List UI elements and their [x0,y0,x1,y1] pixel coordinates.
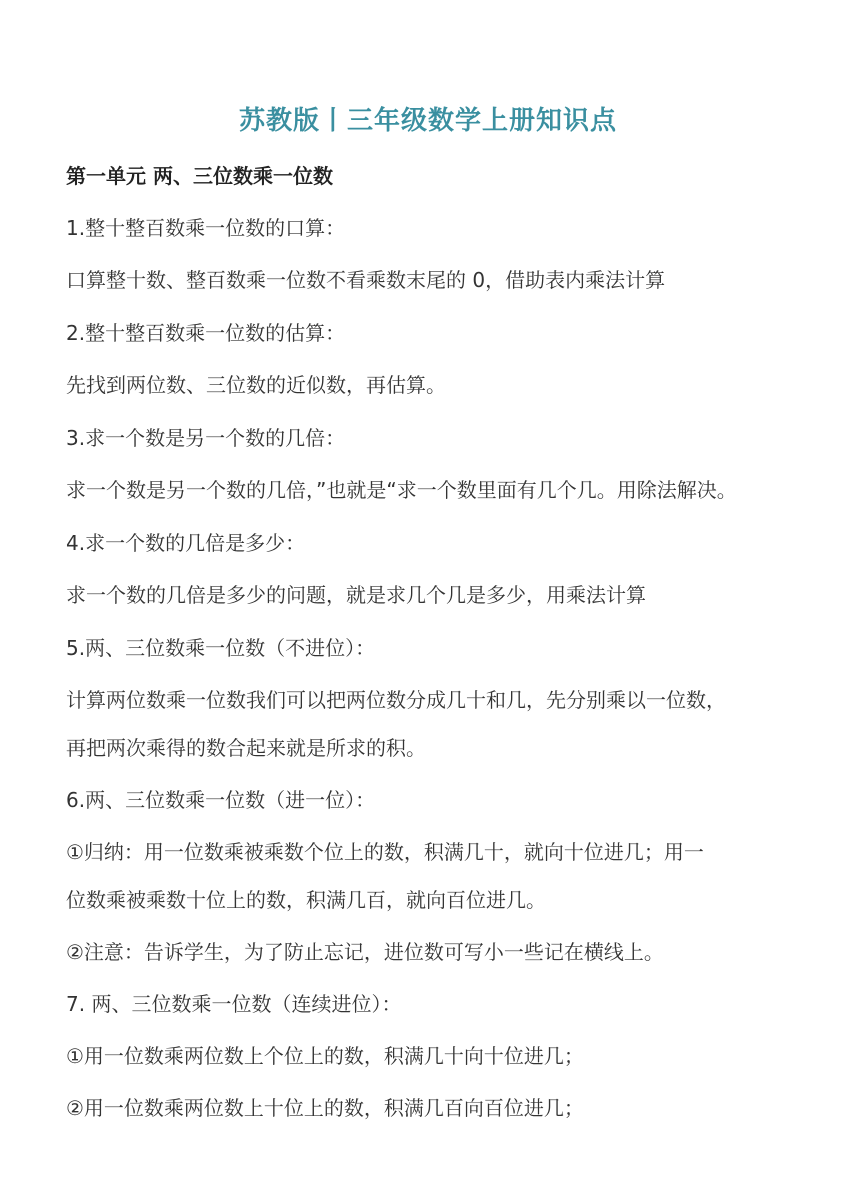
body-line: 先找到两位数、三位数的近似数，再估算。 [66,373,446,397]
point-heading-5: 5.两、三位数乘一位数（不进位）： [66,636,376,660]
point-heading-6: 6.两、三位数乘一位数（进一位）： [66,788,376,812]
body-line: 口算整十数、整百数乘一位数不看乘数末尾的 0，借助表内乘法计算 [66,268,666,292]
body-line: ②用一位数乘两位数上十位上的数，积满几百向百位进几； [66,1096,584,1120]
point-heading-1: 1.整十整百数乘一位数的口算： [66,216,346,240]
body-line: ①用一位数乘两位数上个位上的数，积满几十向十位进几； [66,1044,584,1068]
document-title: 苏教版丨三年级数学上册知识点 [238,106,617,136]
point-heading-3: 3.求一个数是另一个数的几倍： [66,426,346,450]
body-line: ①归纳：用一位数乘被乘数个位上的数，积满几十，就向十位进几；用一 [66,840,704,864]
unit-heading: 第一单元 两、三位数乘一位数 [66,164,333,188]
body-line: 计算两位数乘一位数我们可以把两位数分成几十和几，先分别乘以一位数， [66,688,726,712]
point-heading-4: 4.求一个数的几倍是多少： [66,531,306,555]
body-line: 再把两次乘得的数合起来就是所求的积。 [66,736,426,760]
body-line: 求一个数是另一个数的几倍，”也就是“求一个数里面有几个几。用除法解决。 [66,478,737,502]
point-heading-2: 2.整十整百数乘一位数的估算： [66,321,346,345]
body-line: 求一个数的几倍是多少的问题，就是求几个几是多少，用乘法计算 [66,583,646,607]
body-line: ②注意：告诉学生，为了防止忘记，进位数可写小一些记在横线上。 [66,940,664,964]
point-heading-7: 7. 两、三位数乘一位数（连续进位）： [66,992,402,1016]
body-line: 位数乘被乘数十位上的数，积满几百，就向百位进几。 [66,888,546,912]
